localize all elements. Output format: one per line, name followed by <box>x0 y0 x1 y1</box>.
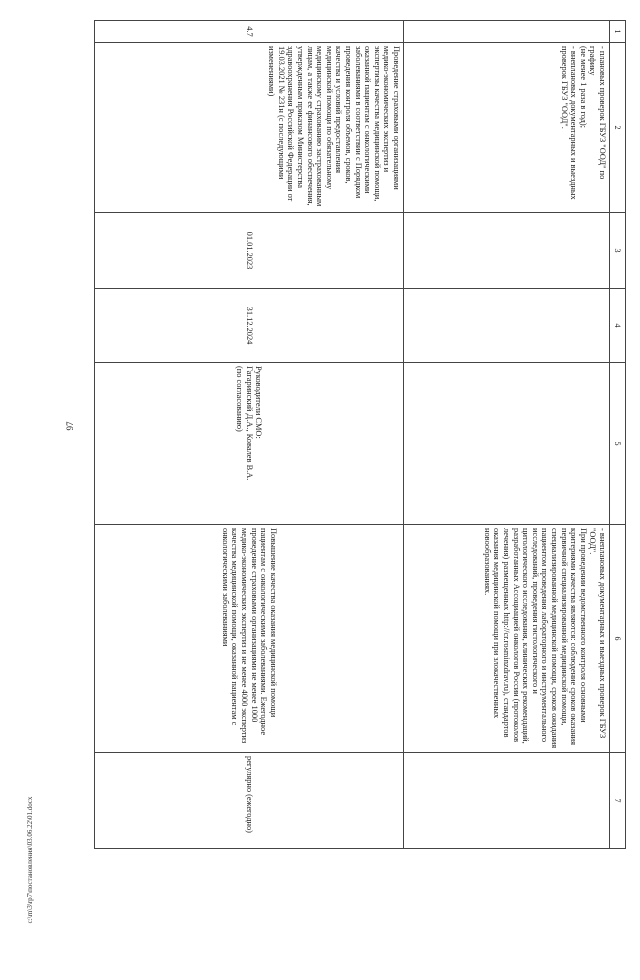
row2-activity-cell: Проведение страховыми организациями медико-экономических экспертиз и экспертизы качества медицинской помощи, оказанной пациентам с онкологическими заболеваниями в соответствии с Порядком проведения контроля объемов, сроков, качества и условий предоставления медицинской помощи по обязательному медицинскому страхованию застрахованным лицам, а также ее финансового обеспечения, утвержденным приказом Министерства здравоохранения Российской Федерации от 19.03.2021 № 231н (с последующими изменениями) <box>95 43 404 213</box>
header-cell-6: 6 <box>610 525 626 753</box>
rotated-page-content <box>94 20 626 848</box>
row2-end-date-cell: 31.12.2024 <box>95 289 404 363</box>
row2-responsible-cell: Руководители СМО: Гагаринский Д.А., Ковалев В.А. (по согласованию) <box>95 363 404 525</box>
table-area <box>94 20 626 848</box>
header-cell-4: 4 <box>610 289 626 363</box>
header-cell-5: 5 <box>610 363 626 525</box>
row1-responsible-cell <box>404 363 610 525</box>
table-row <box>95 21 404 849</box>
row1-activity-cell: - плановых проверок ГБУЗ "ООД" по графику (не менее 1 раза в год); - внеплановых документарных и выездных проверок ГБУЗ "ООД". <box>404 43 610 213</box>
header-cell-1: 1 <box>610 21 626 43</box>
row2-period-cell: регулярно (ежегодно) <box>95 753 404 849</box>
page-number: 97 <box>65 421 75 431</box>
header-cell-2: 2 <box>610 43 626 213</box>
footer-file-path-text: c:\rn\3\rp7\постановления\03.06.22\01.docx <box>26 796 34 924</box>
row2-start-date-cell: 01.01.2023 <box>95 213 404 289</box>
plan-table <box>94 20 626 849</box>
row1-result-cell: - внеплановых документарных и выездных проверок ГБУЗ "ООД". При проведении ведомственного контроля основными критериями качества являются: соблюдение сроков оказания первичной специализированной медицинской помощи, специализированной медицинской помощи, сроков ожидания пациентом проведения лабораторного и инструментального исследований, проведения гистологического и цитологического исследования, клинических рекомендаций, разработанных Ассоциацией онкологов России (протоколов лечения) размещенных http://cr.rosminzdrav.ru), стандартов оказания медицинской помощи при злокачественных новообразованиях. <box>404 525 610 753</box>
header-cell-7: 7 <box>610 753 626 849</box>
header-row <box>610 21 626 849</box>
row1-start-date-cell <box>404 213 610 289</box>
row1-number-cell <box>404 21 610 43</box>
row2-number-cell: 4.7 <box>95 21 404 43</box>
row2-result-cell: Повышение качества оказания медицинской помощи пациентам с онкологическими заболеваниями. Ежегодное проведение страховыми организациями не менее 1000 медико-экономических экспертиз и не менее 4000 экспертиз качества медицинской помощи, оказанной пациентам с онкологическими заболеваниями <box>95 525 404 753</box>
table-row <box>404 21 610 849</box>
row1-period-cell <box>404 753 610 849</box>
header-cell-3: 3 <box>610 213 626 289</box>
row1-end-date-cell <box>404 289 610 363</box>
